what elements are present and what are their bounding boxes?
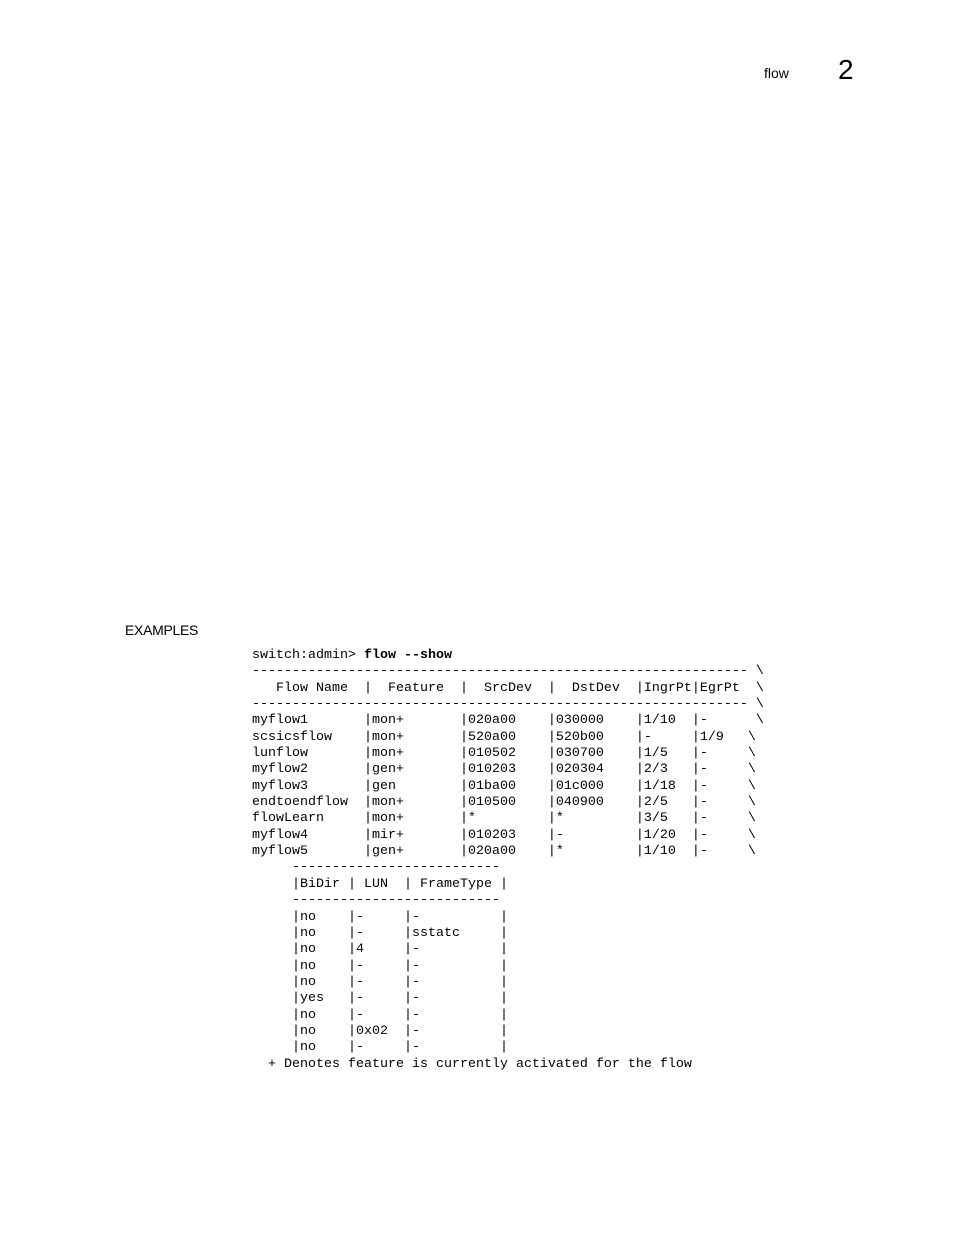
output-line: |no |- |- | <box>252 958 508 974</box>
section-heading-examples: EXAMPLES <box>125 622 199 638</box>
chapter-number: 2 <box>838 54 854 85</box>
output-line: Flow Name | Feature | SrcDev | DstDev |IngrPt|EgrPt \ <box>252 680 764 696</box>
output-line: -------------------------- <box>252 893 500 909</box>
output-footnote: + Denotes feature is currently activated for the flow <box>252 1056 692 1072</box>
output-line: scsicsflow |mon+ |520a00 |520b00 |- |1/9 \ <box>252 729 756 745</box>
command-text: flow --show <box>363 648 452 663</box>
output-line: |no |- |- | <box>252 909 508 925</box>
output-line: |no |- |- | <box>252 974 508 990</box>
running-header-title: flow <box>764 65 789 81</box>
output-line: endtoendflow |mon+ |010500 |040900 |2/5 |- \ <box>252 795 756 811</box>
output-line: -------------------------------------------------------------- \ <box>252 664 764 680</box>
output-line: -------------------------- <box>252 860 500 876</box>
command-line <box>252 648 764 664</box>
output-line: myflow1 |mon+ |020a00 |030000 |1/10 |- \ <box>252 713 764 729</box>
output-line: |no |- |- | <box>252 1040 508 1056</box>
output-line: myflow5 |gen+ |020a00 |* |1/10 |- \ <box>252 844 756 860</box>
output-line: flowLearn |mon+ |* |* |3/5 |- \ <box>252 811 756 827</box>
output-line: lunflow |mon+ |010502 |030700 |1/5 |- \ <box>252 746 756 762</box>
output-line: myflow3 |gen |01ba00 |01c000 |1/18 |- \ <box>252 778 756 794</box>
output-line: |yes |- |- | <box>252 991 508 1007</box>
command-example <box>252 648 764 1073</box>
output-line: |BiDir | LUN | FrameType | <box>252 876 508 892</box>
output-line: -------------------------------------------------------------- \ <box>252 697 764 713</box>
output-line: |no |- |sstatc | <box>252 925 508 941</box>
output-line: |no |- |- | <box>252 1007 508 1023</box>
output-line: |no |4 |- | <box>252 942 508 958</box>
output-line: myflow4 |mir+ |010203 |- |1/20 |- \ <box>252 827 756 843</box>
output-line: |no |0x02 |- | <box>252 1023 508 1039</box>
shell-prompt: switch:admin> <box>252 648 364 663</box>
output-line: myflow2 |gen+ |010203 |020304 |2/3 |- \ <box>252 762 756 778</box>
